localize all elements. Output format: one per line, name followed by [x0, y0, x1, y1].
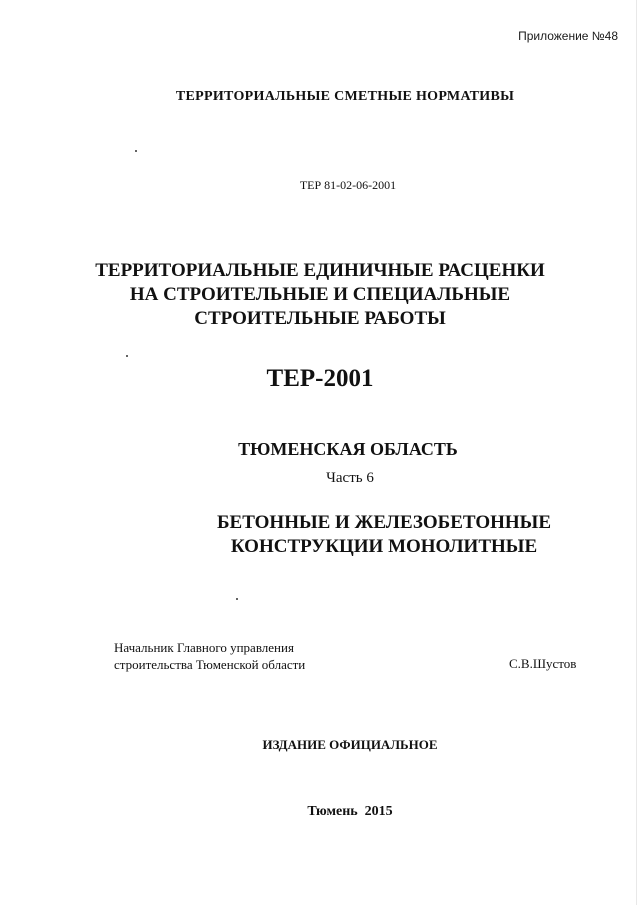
signer-name: С.В.Шустов	[509, 656, 577, 671]
part-label: Часть 6	[326, 470, 374, 486]
city-year: Тюмень 2015	[307, 804, 393, 819]
main-title-line-3: СТРОИТЕЛЬНЫЕ РАБОТЫ	[194, 308, 446, 329]
main-title-line-1: ТЕРРИТОРИАЛЬНЫЕ ЕДИНИЧНЫЕ РАСЦЕНКИ	[95, 260, 545, 281]
section-title-line-1: БЕТОННЫЕ И ЖЕЛЕЗОБЕТОННЫЕ	[216, 512, 551, 533]
scan-speck	[135, 150, 137, 152]
main-title	[0, 259, 640, 331]
ter-code: ТЕР-2001	[266, 365, 374, 392]
region-title: ТЮМЕНСКАЯ ОБЛАСТЬ	[238, 439, 458, 459]
document-code: ТЕР 81-02-06-2001	[299, 178, 397, 192]
appendix-label: Приложение №48	[518, 29, 618, 43]
signer-position	[114, 639, 305, 673]
official-edition-label: ИЗДАНИЕ ОФИЦИАЛЬНОЕ	[262, 737, 438, 752]
signer-position-line-2: строительства Тюменской области	[114, 657, 306, 672]
scan-speck	[126, 355, 128, 357]
section-title	[64, 511, 640, 559]
norm-title: ТЕРРИТОРИАЛЬНЫЕ СМЕТНЫЕ НОРМАТИВЫ	[175, 89, 515, 104]
scan-speck	[236, 598, 238, 600]
section-title-line-2: КОНСТРУКЦИИ МОНОЛИТНЫЕ	[230, 536, 538, 557]
main-title-line-2: НА СТРОИТЕЛЬНЫЕ И СПЕЦИАЛЬНЫЕ	[129, 284, 511, 305]
signer-position-line-1: Начальник Главного управления	[114, 640, 294, 655]
